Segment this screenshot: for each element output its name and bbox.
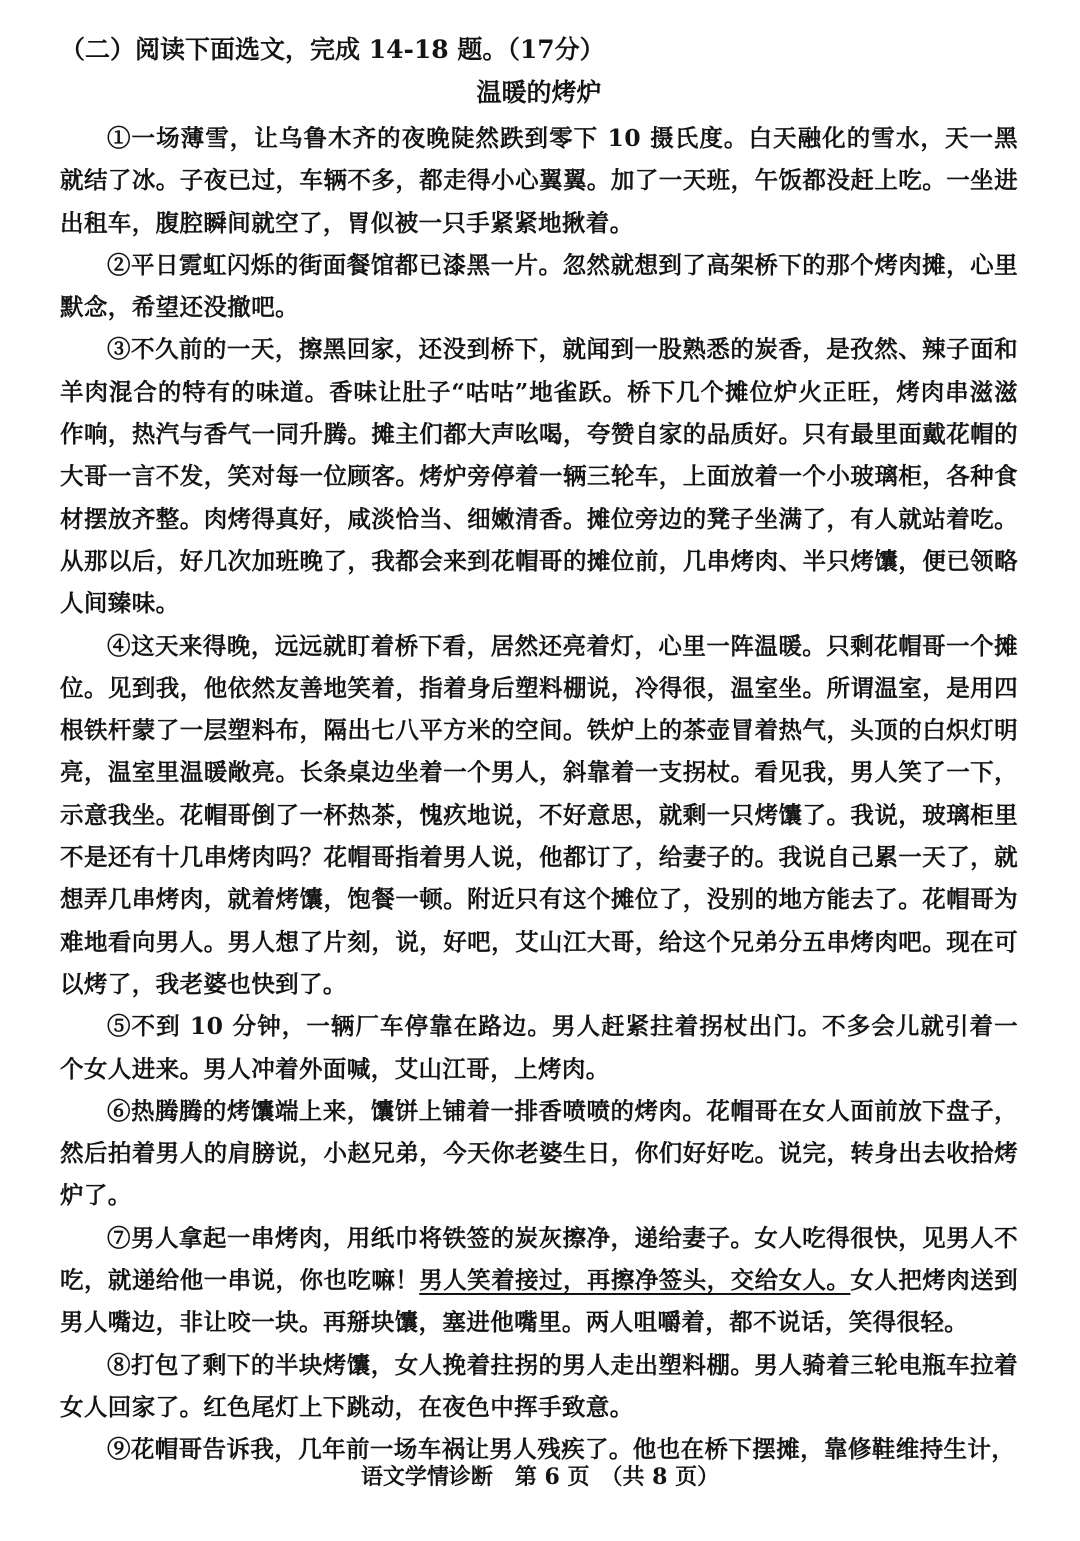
- paragraph-7-text: ⑦男人拿起一串烤肉，用纸巾将铁签的炭灰擦净，递给妻子。女人吃得很快，见男人不吃，就递给他一串说，你也吃嘛！: [60, 1223, 1018, 1295]
- paragraph-7: [60, 1217, 1018, 1344]
- paragraph-4: ④这天来得晚，远远就盯着桥下看，居然还亮着灯，心里一阵温暖。只剩花帽哥一个摊位。见到我，他依然友善地笑着，指着身后塑料棚说，冷得很，温室坐。所谓温室，是用四根铁杆蒙了一层塑料布，隔出七八平方米的空间。铁炉上的茶壶冒着热气，头顶的白炽灯明亮，温室里温暖敞亮。长条桌边坐着一个男人，斜靠着一支拐杖。看见我，男人笑了一下，示意我坐。花帽哥倒了一杯热茶，愧疚地说，不好意思，就剩一只烤馕了。我说，玻璃柜里不是还有十几串烤肉吗？花帽哥指着男人说，他都订了，给妻子的。我说自己累一天了，就想弄几串烤肉，就着烤馕，饱餐一顿。附近只有这个摊位了，没别的地方能去了。花帽哥为难地看向男人。男人想了片刻，说，好吧，艾山江大哥，给这个兄弟分五串烤肉吧。现在可以烤了，我老婆也快到了。: [60, 631, 1018, 998]
- paragraph-9: ⑨花帽哥告诉我，几年前一场车祸让男人残疾了。他也在桥下摆摊，靠修鞋维持生计，: [107, 1435, 1016, 1464]
- section-heading: （二）阅读下面选文，完成 14-18 题。（17分）: [60, 35, 605, 64]
- paragraph-6: ⑥热腾腾的烤馕端上来，馕饼上铺着一排香喷喷的烤肉。花帽哥在女人面前放下盘子，然后拍着男人的肩膀说，小赵兄弟，今天你老婆生日，你们好好吃。说完，转身出去收拾烤炉了。: [60, 1096, 1018, 1210]
- article-title: 温暖的烤炉: [476, 78, 602, 107]
- underlined-sentence: 男人笑着接过，再擦净签头，交给女人。: [419, 1266, 851, 1295]
- paragraph-2: ②平日霓虹闪烁的街面餐馆都已漆黑一片。忽然就想到了高架桥下的那个烤肉摊，心里默念，希望还没撤吧。: [60, 250, 1018, 322]
- paragraph-8: ⑧打包了剩下的半块烤馕，女人挽着拄拐的男人走出塑料棚。男人骑着三轮电瓶车拉着女人回家了。红色尾灯上下跳动，在夜色中挥手致意。: [60, 1350, 1018, 1421]
- paragraph-3: ③不久前的一天，擦黑回家，还没到桥下，就闻到一股熟悉的炭香，是孜然、辣子面和羊肉混合的特有的味道。香味让肚子“咕咕”地雀跃。桥下几个摊位炉火正旺，烤肉串滋滋作响，热汽与香气一同升腾。摊主们都大声吆喝，夸赞自家的品质好。只有最里面戴花帽的大哥一言不发，笑对每一位顾客。烤炉旁停着一辆三轮车，上面放着一个小玻璃柜，各种食材摆放齐整。肉烤得真好，咸淡恰当、细嫩清香。摊位旁边的凳子坐满了，有人就站着吃。从那以后，好几次加班晚了，我都会来到花帽哥的摊位前，几串烤肉、半只烤馕，便已领略人间臻味。: [60, 335, 1018, 618]
- page-footer: 语文学情诊断 第 6 页 （共 8 页）: [360, 1464, 720, 1490]
- paragraph-5: ⑤不到 10 分钟，一辆厂车停靠在路边。男人赶紧拄着拐杖出门。不多会儿就引着一个女人进来。男人冲着外面喊，艾山江哥，上烤肉。: [60, 1012, 1018, 1083]
- paragraph-7-after: 女人把烤肉送到男人嘴边，非让咬一块。再掰块馕，塞进他嘴里。两人咀嚼着，都不说话，笑得很轻。: [60, 1266, 1018, 1337]
- paragraph-1: ①一场薄雪，让乌鲁木齐的夜晚陡然跌到零下 10 摄氏度。白天融化的雪水，天一黑就结了冰。子夜已过，车辆不多，都走得小心翼翼。加了一天班，午饭都没赶上吃。一坐进出租车，腹腔瞬间就空了，胃似被一只手紧紧地揪着。: [60, 124, 1018, 237]
